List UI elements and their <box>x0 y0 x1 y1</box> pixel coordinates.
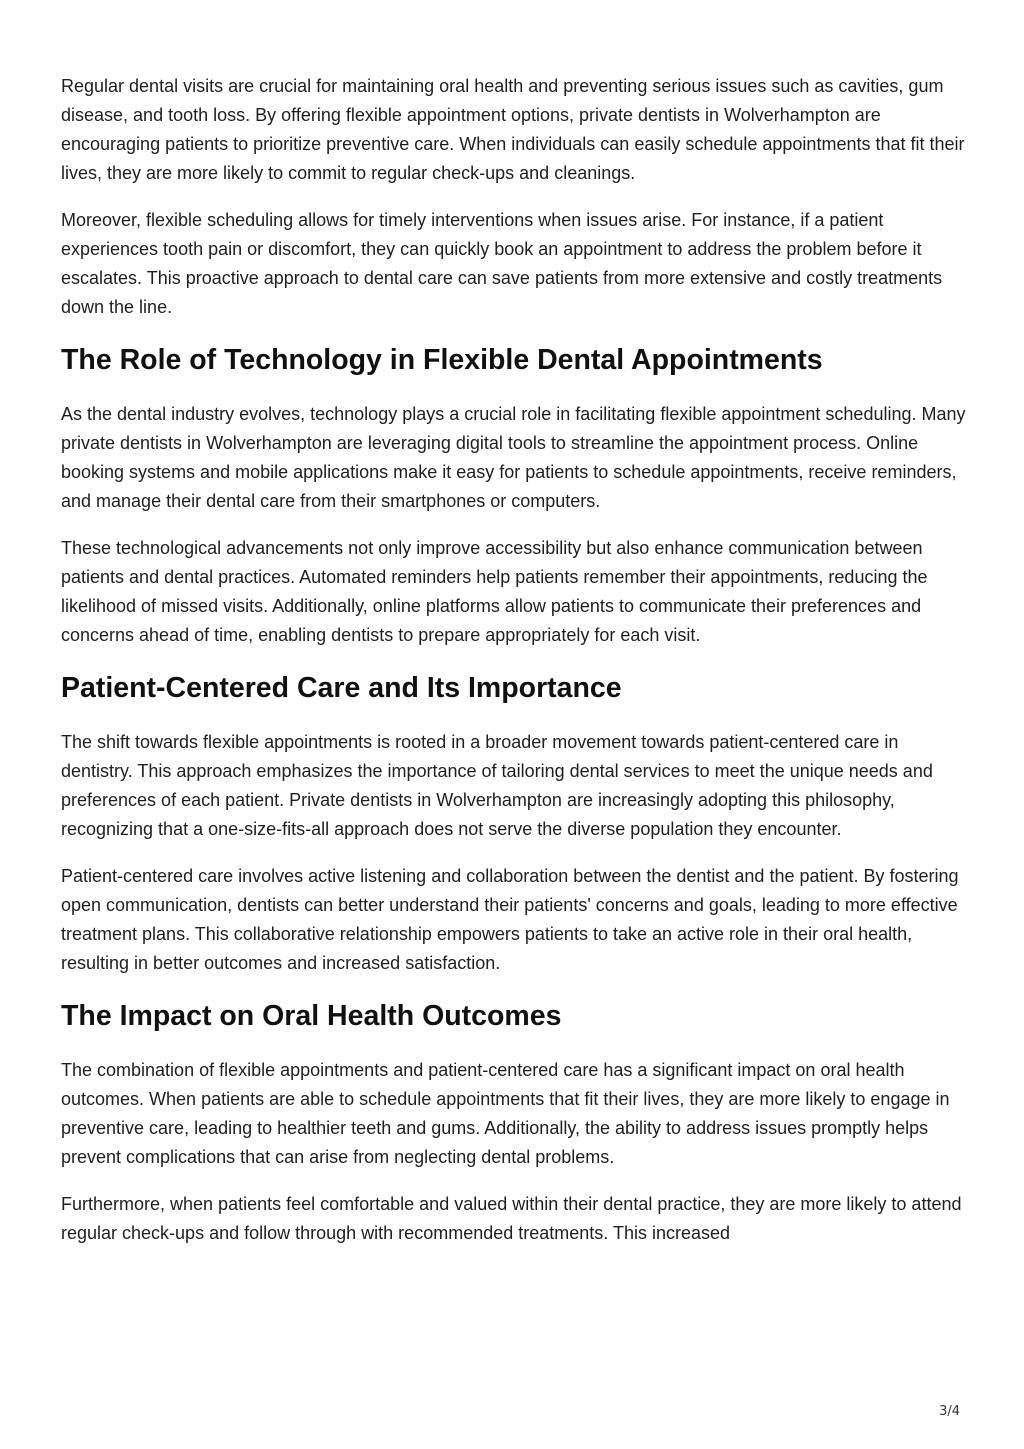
page-number: 3/4 <box>939 1404 960 1419</box>
heading-technology: The Role of Technology in Flexible Dental Appointments <box>61 344 823 376</box>
paragraph-patient-centered-shift: The shift towards flexible appointments is rooted in a broader movement towards patient-centered care in dentistry. This approach emphasizes the importance of tailoring dental services to meet the unique needs and preferences of each patient. Private dentists in Wolverhampton are increasingly adopting this philosophy, recognizing that a one-size-fits-all approach does not serve the diverse population they encounter. <box>61 732 933 839</box>
heading-oral-health-outcomes: The Impact on Oral Health Outcomes <box>61 1000 562 1032</box>
document-page <box>61 72 971 1266</box>
paragraph-flexible-scheduling: Moreover, flexible scheduling allows for timely interventions when issues arise. For instance, if a patient experiences tooth pain or discomfort, they can quickly book an appointment to address the problem before it escalates. This proactive approach to dental care can save patients from more extensive and costly treatments down the line. <box>61 210 943 317</box>
paragraph-patient-centered-collaboration: Patient-centered care involves active listening and collaboration between the dentist and the patient. By fostering open communication, dentists can better understand their patients' concerns and goals, leading to more effective treatment plans. This collaborative relationship empowers patients to take an active role in their oral health, resulting in better outcomes and increased satisfaction. <box>61 866 959 973</box>
paragraph-technology-advancements: These technological advancements not only improve accessibility but also enhance communication between patients and dental practices. Automated reminders help patients remember their appointments, reducing the likelihood of missed visits. Additionally, online platforms allow patients to communicate their preferences and concerns ahead of time, enabling dentists to prepare appropriately for each visit. <box>61 538 928 645</box>
heading-patient-centered-care: Patient-Centered Care and Its Importance <box>61 672 622 704</box>
paragraph-outcomes-comfort: Furthermore, when patients feel comfortable and valued within their dental practice, they are more likely to attend regular check-ups and follow through with recommended treatments. This increased <box>61 1194 962 1243</box>
paragraph-regular-visits: Regular dental visits are crucial for maintaining oral health and preventing serious issues such as cavities, gum disease, and tooth loss. By offering flexible appointment options, private dentists in Wolverhampton are encouraging patients to prioritize preventive care. When individuals can easily schedule appointments that fit their lives, they are more likely to commit to regular check-ups and cleanings. <box>61 76 965 183</box>
paragraph-outcomes-combination: The combination of flexible appointments and patient-centered care has a significant impact on oral health outcomes. When patients are able to schedule appointments that fit their lives, they are more likely to engage in preventive care, leading to healthier teeth and gums. Additionally, the ability to address issues promptly helps prevent complications that can arise from neglecting dental problems. <box>61 1060 950 1167</box>
paragraph-technology-role: As the dental industry evolves, technology plays a crucial role in facilitating flexible appointment scheduling. Many private dentists in Wolverhampton are leveraging digital tools to streamline the appointment process. Online booking systems and mobile applications make it easy for patients to schedule appointments, receive reminders, and manage their dental care from their smartphones or computers. <box>61 404 966 511</box>
